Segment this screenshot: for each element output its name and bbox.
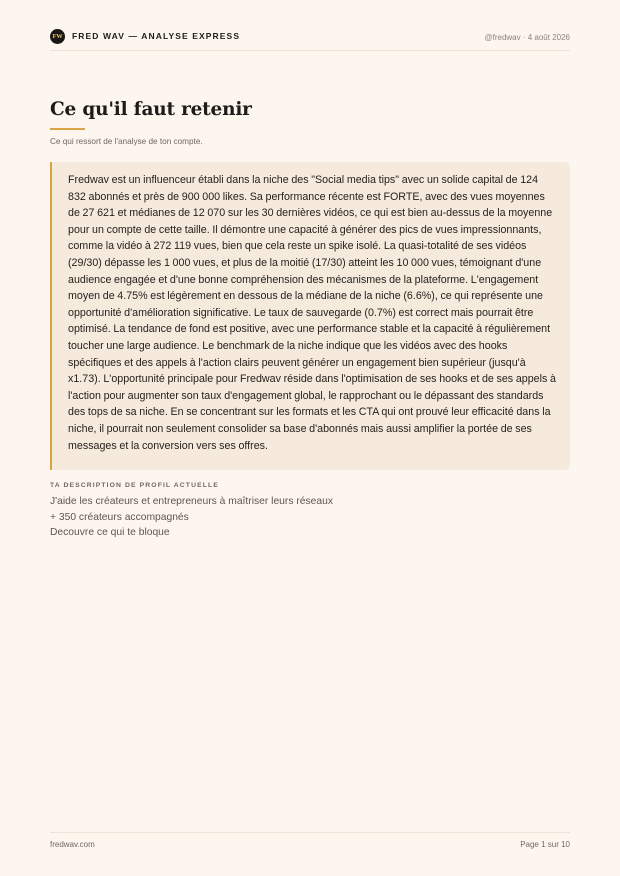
footer-site: fredwav.com (50, 840, 95, 849)
profile-line: J'aide les créateurs et entrepreneurs à maîtriser leurs réseaux (50, 496, 333, 507)
profile-line: Decouvre ce qui te bloque (50, 527, 170, 538)
section-title: Ce qu'il faut retenir (50, 99, 252, 120)
brand-title: FRED WAV — ANALYSE EXPRESS (72, 31, 241, 41)
page-number: Page 1 sur 10 (520, 840, 570, 849)
section-subtitle: Ce qui ressort de l'analyse de ton compte. (50, 137, 203, 146)
title-underline (50, 128, 85, 130)
profile-label: TA DESCRIPTION DE PROFIL ACTUELLE (50, 482, 219, 489)
profile-description (50, 494, 333, 541)
page-footer (50, 832, 570, 849)
brand (50, 29, 240, 44)
page-header (50, 28, 570, 51)
profile-line: + 350 créateurs accompagnés (50, 511, 189, 523)
summary-callout (50, 162, 570, 470)
header-meta: @fredwav · 4 août 2026 (484, 32, 570, 42)
brand-logo-icon: FW (50, 29, 65, 44)
summary-text: Fredwav est un influenceur établi dans la niche des "Social media tips" avec un solide capital de 124 832 abonnés et près de 900 000 likes. Sa performance récente est FORTE, avec des vues moyennes de 27 621 et médianes de 12 070 sur les 30 dernières vidéos, ce qui est bien au-dessus de la moyenne pour un compte de cette taille. Il démontre une capacité à générer des pics de vues impressionnants, comme la vidéo à 272 119 vues, bien que cela reste un spike isolé. La quasi-totalité de ses vidéos (29/30) dépasse les 1 000 vues, et plus de la moitié (17/30) atteint les 10 000 vues, témoignant d'une audience engagée et d'une bonne compréhension des mécanismes de la plateforme. L'engagement moyen de 4.75% est légèrement en dessous de la médiane de la niche (6.6%), ce qui représente une opportunité d'amélioration significative. Le taux de sauvegarde (0.7%) est correct mais pourrait être optimisé. La tendance de fond est positive, avec une performance stable et la capacité à régulièrement toucher une large audience. Le benchmark de la niche indique que les vidéos avec des hooks spécifiques et des appels à l'action clairs peuvent générer un engagement bien supérieur (jusqu'à x1.73). L'opportunité principale pour Fredwav réside dans l'optimisation de ses hooks et de ses appels à l'action pour augmenter son taux d'engagement global, le rapprochant ou le dépassant des standards des tops de sa niche. En se concentrant sur les formats et les CTA qui ont prouvé leur efficacité dans la niche, il pourrait non seulement consolider sa base d'abonnés mais aussi amplifier la portée de ses messages et la conversion vers ses offres. (68, 174, 556, 452)
